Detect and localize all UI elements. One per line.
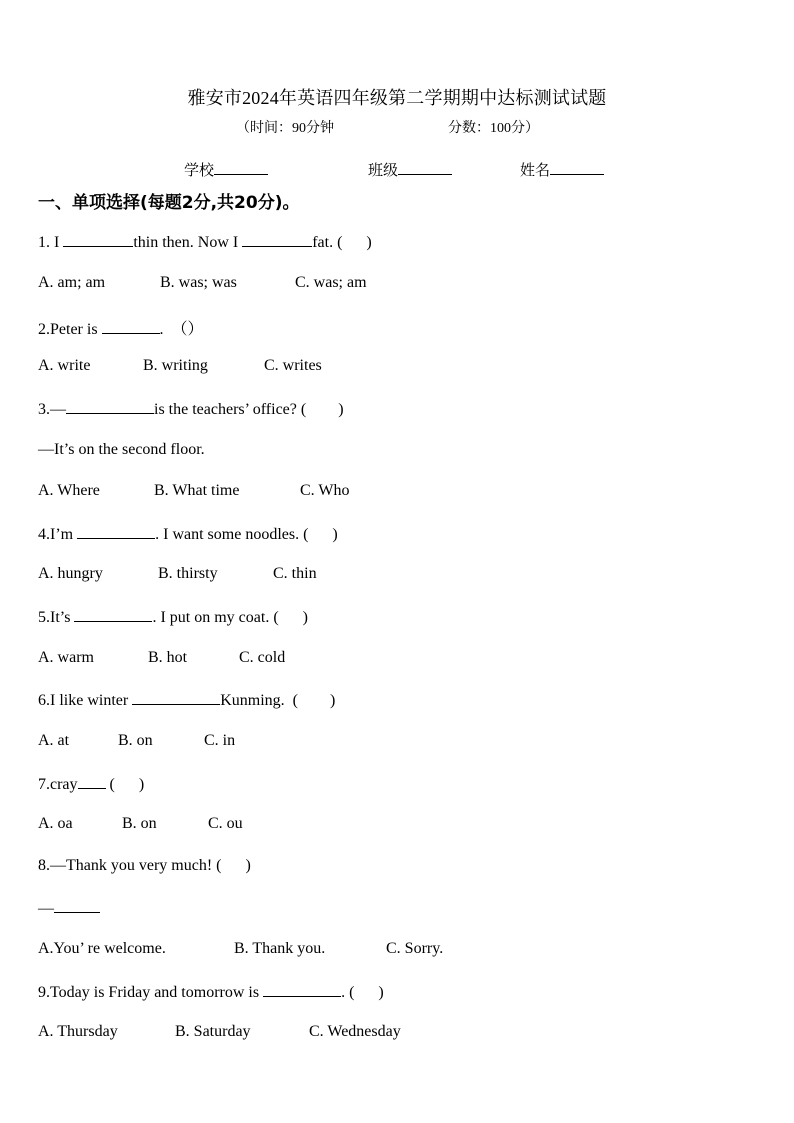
class-field	[368, 159, 452, 180]
question-2	[38, 316, 204, 339]
question-8-answer	[38, 898, 100, 918]
question-text: ( )	[105, 776, 145, 793]
option-b[interactable]: B. Saturday	[175, 1023, 251, 1040]
question-text: is the teachers’ office? ( )	[154, 401, 344, 418]
question-text: 9.Today is Friday and tomorrow is	[38, 984, 264, 1001]
option-a[interactable]: A. Thursday	[38, 1023, 118, 1040]
question-8-options	[38, 940, 443, 958]
question-7-options	[38, 815, 243, 833]
class-blank[interactable]	[398, 162, 452, 175]
answer-dash: —	[38, 900, 54, 917]
option-c[interactable]: C. writes	[264, 357, 322, 374]
name-blank[interactable]	[550, 162, 604, 175]
question-1-options	[38, 274, 367, 292]
question-4	[38, 524, 338, 544]
question-text: 5.It’s	[38, 609, 75, 626]
option-c[interactable]: C. ou	[208, 815, 243, 832]
question-9-options	[38, 1023, 401, 1041]
score-info: 分数：100分）	[448, 121, 539, 136]
answer-blank[interactable]	[242, 232, 312, 247]
option-a[interactable]: A. oa	[38, 815, 73, 832]
question-8: 8.—Thank you very much! ( )	[38, 857, 251, 874]
name-field	[520, 159, 604, 180]
answer-blank[interactable]	[78, 774, 106, 789]
school-label: 学校	[184, 163, 215, 179]
answer-blank[interactable]	[77, 524, 155, 539]
option-c[interactable]: C. Who	[300, 482, 350, 499]
question-text: 2.Peter is	[38, 321, 102, 338]
option-c[interactable]: C. was; am	[295, 274, 367, 291]
question-5	[38, 607, 308, 627]
school-field	[184, 159, 268, 180]
option-a[interactable]: A. write	[38, 357, 91, 374]
answer-blank[interactable]	[263, 982, 341, 997]
answer-blank[interactable]	[102, 319, 160, 334]
question-text: fat. ( )	[312, 234, 372, 251]
question-6-options	[38, 732, 235, 750]
page-title: 雅安市2024年英语四年级第二学期期中达标测试试题	[187, 88, 607, 108]
option-a[interactable]: A.You’ re welcome.	[38, 940, 166, 957]
question-3-answer: —It’s on the second floor.	[38, 441, 205, 458]
question-6	[38, 690, 335, 710]
school-blank[interactable]	[214, 162, 268, 175]
question-text: . （）	[159, 321, 204, 338]
question-text: 4.I’m	[38, 526, 78, 543]
option-b[interactable]: B. What time	[154, 482, 240, 499]
option-b[interactable]: B. on	[118, 732, 153, 749]
option-c[interactable]: C. cold	[239, 649, 286, 666]
answer-blank[interactable]	[74, 607, 152, 622]
option-c[interactable]: C. Wednesday	[309, 1023, 401, 1040]
name-label: 姓名	[520, 163, 551, 179]
option-c[interactable]: C. Sorry.	[386, 940, 444, 957]
option-b[interactable]: B. thirsty	[158, 565, 218, 582]
question-2-options	[38, 357, 322, 375]
option-a[interactable]: A. warm	[38, 649, 94, 666]
question-text: 3.—	[38, 401, 66, 418]
option-b[interactable]: B. Thank you.	[234, 940, 326, 957]
option-c[interactable]: C. thin	[273, 565, 317, 582]
question-9	[38, 982, 384, 1002]
option-b[interactable]: B. was; was	[160, 274, 237, 291]
time-info: （时间：90分钟	[236, 121, 334, 136]
question-text: . I put on my coat. ( )	[152, 609, 308, 626]
question-1	[38, 232, 372, 252]
question-text: thin then. Now I	[133, 234, 243, 251]
option-a[interactable]: A. at	[38, 732, 70, 749]
section-title: 一、单项选择(每题2分,共20分)。	[38, 193, 300, 213]
option-a[interactable]: A. am; am	[38, 274, 106, 291]
question-3-options	[38, 482, 349, 500]
option-b[interactable]: B. writing	[143, 357, 208, 374]
answer-blank[interactable]	[54, 898, 100, 913]
answer-blank[interactable]	[66, 399, 154, 414]
question-5-options	[38, 649, 285, 667]
option-a[interactable]: A. Where	[38, 482, 100, 499]
option-b[interactable]: B. hot	[148, 649, 188, 666]
question-text: . ( )	[341, 984, 384, 1001]
question-text: 7.cray	[38, 776, 78, 793]
question-4-options	[38, 565, 317, 583]
option-b[interactable]: B. on	[122, 815, 157, 832]
option-c[interactable]: C. in	[204, 732, 236, 749]
option-a[interactable]: A. hungry	[38, 565, 103, 582]
question-7	[38, 774, 144, 794]
question-text: 1. I	[38, 234, 64, 251]
class-label: 班级	[368, 163, 399, 179]
question-3	[38, 399, 344, 419]
exam-meta	[236, 117, 539, 137]
question-text: . I want some noodles. ( )	[155, 526, 338, 543]
question-text: Kunming. ( )	[220, 692, 336, 709]
question-text: 6.I like winter	[38, 692, 133, 709]
answer-blank[interactable]	[63, 232, 133, 247]
answer-blank[interactable]	[132, 690, 220, 705]
